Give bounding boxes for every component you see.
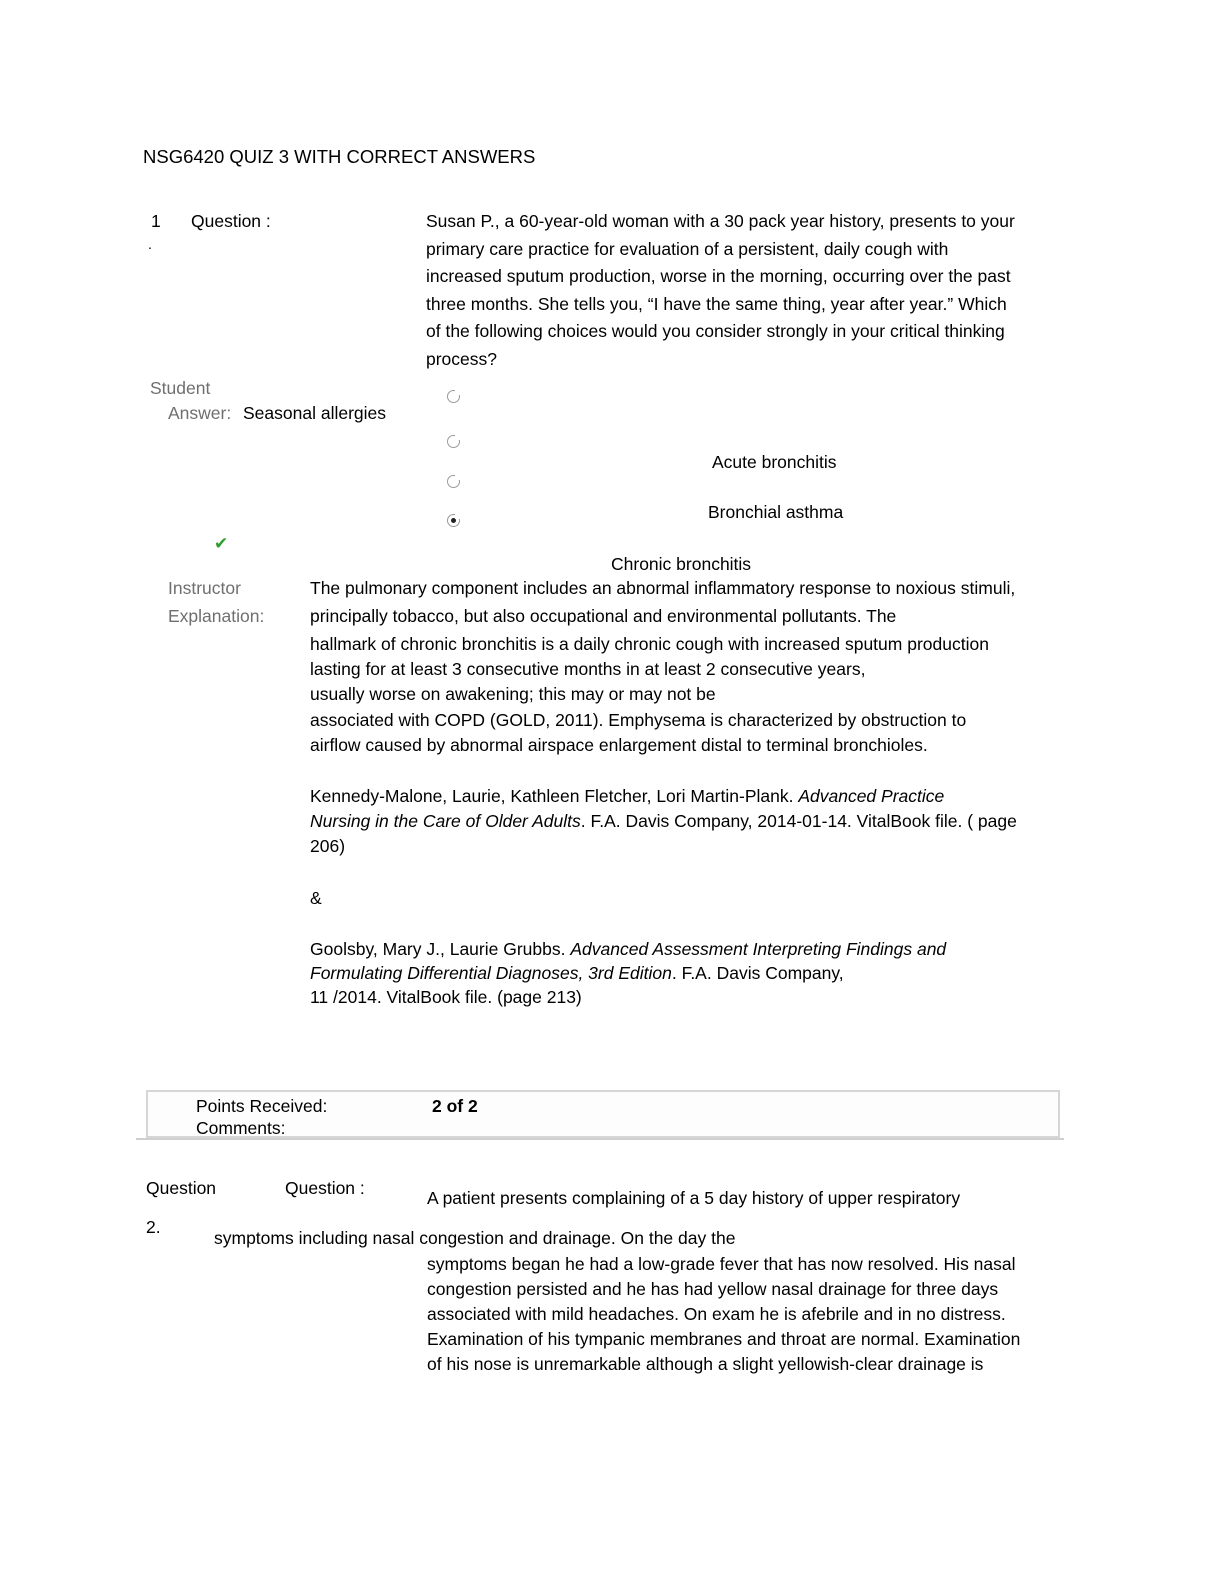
reference-2-line-3: 11 /2014. VitalBook file. (page 213) xyxy=(310,987,582,1007)
question-2-word: Question xyxy=(146,1178,217,1198)
ampersand: & xyxy=(310,888,322,908)
explanation-line: principally tobacco, but also occupational and environmental pollutants. The xyxy=(310,606,897,626)
stem-line: increased sputum production, worse in the morning, occurring over the past xyxy=(426,266,1011,287)
explanation-line: hallmark of chronic bronchitis is a daily chronic cough with increased sputum production xyxy=(310,634,989,654)
question-2-stem-line: Examination of his tympanic membranes and throat are normal. Examination xyxy=(427,1329,1021,1349)
explanation-line: usually worse on awakening; this may or may not be xyxy=(310,684,716,704)
reference-1-line-1: Kennedy-Malone, Laurie, Kathleen Fletcher, Lori Martin-Plank. Advanced Practice xyxy=(310,786,945,806)
option-bronchial-asthma: Bronchial asthma xyxy=(708,502,844,522)
explanation-line: lasting for at least 3 consecutive months in at least 2 consecutive years, xyxy=(310,659,866,679)
option-acute-bronchitis: Acute bronchitis xyxy=(712,452,837,472)
question-2-stem-line: associated with mild headaches. On exam he is afebrile and in no distress. xyxy=(427,1304,1006,1324)
radio-option-3[interactable] xyxy=(447,475,460,488)
question-number-suffix: . xyxy=(148,236,152,252)
explanation-line: associated with COPD (GOLD, 2011). Emphysema is characterized by obstruction to xyxy=(310,710,967,730)
comments-label: Comments: xyxy=(196,1118,286,1138)
page-title: NSG6420 QUIZ 3 WITH CORRECT ANSWERS xyxy=(143,146,536,167)
radio-dot xyxy=(451,518,456,523)
instructor-label: Instructor xyxy=(168,578,241,598)
stem-line: primary care practice for evaluation of a persistent, daily cough with xyxy=(426,238,949,259)
explanation-line: airflow caused by abnormal airspace enlargement distal to terminal bronchioles. xyxy=(310,735,928,755)
points-received-label: Points Received: xyxy=(196,1096,328,1116)
question-label: Question : xyxy=(191,211,271,231)
stem-line: three months. She tells you, “I have the same thing, year after year.” Which xyxy=(426,293,1007,314)
student-label: Student xyxy=(150,378,211,398)
question-2-label: Question : xyxy=(285,1178,365,1198)
question-2-stem-line: A patient presents complaining of a 5 day history of upper respiratory xyxy=(427,1188,961,1208)
checkmark-icon: ✔ xyxy=(214,534,229,553)
radio-option-2[interactable] xyxy=(447,435,460,448)
option-seasonal-allergies: Seasonal allergies xyxy=(243,403,387,423)
points-received-value: 2 of 2 xyxy=(432,1096,478,1116)
question-2-number: 2. xyxy=(146,1217,161,1237)
stem-line: process? xyxy=(426,348,498,369)
radio-option-4-selected[interactable] xyxy=(447,514,460,527)
question-2-stem-line: congestion persisted and he has had yellow nasal drainage for three days xyxy=(427,1279,999,1299)
reference-2-line-1: Goolsby, Mary J., Laurie Grubbs. Advanced Assessment Interpreting Findings and xyxy=(310,939,947,959)
question-2-stem-line: of his nose is unremarkable although a slight yellowish-clear drainage is xyxy=(427,1354,984,1374)
reference-1-line-2: Nursing in the Care of Older Adults. F.A. Davis Company, 2014-01-14. VitalBook file. ( page xyxy=(310,811,1017,831)
stem-line: Susan P., a 60-year-old woman with a 30 pack year history, presents to your xyxy=(426,211,1015,231)
explanation-label: Explanation: xyxy=(168,606,265,626)
explanation-line: The pulmonary component includes an abnormal inflammatory response to noxious stimuli, xyxy=(310,578,1016,598)
option-chronic-bronchitis: Chronic bronchitis xyxy=(611,554,752,574)
radio-option-1[interactable] xyxy=(447,390,460,403)
question-2-stem-line: symptoms including nasal congestion and drainage. On the day the xyxy=(214,1228,736,1248)
question-2-stem-line: symptoms began he had a low-grade fever that has now resolved. His nasal xyxy=(427,1254,1016,1274)
answer-label: Answer: xyxy=(168,403,232,423)
question-stem xyxy=(426,208,1015,374)
question-2-stem xyxy=(427,1252,1020,1377)
reference-1-line-3: 206) xyxy=(310,836,346,856)
stem-line: of the following choices would you consider strongly in your critical thinking xyxy=(426,321,1005,342)
reference-2-line-2: Formulating Differential Diagnoses, 3rd Edition. F.A. Davis Company, xyxy=(310,963,844,983)
question-number: 1 xyxy=(151,211,161,231)
